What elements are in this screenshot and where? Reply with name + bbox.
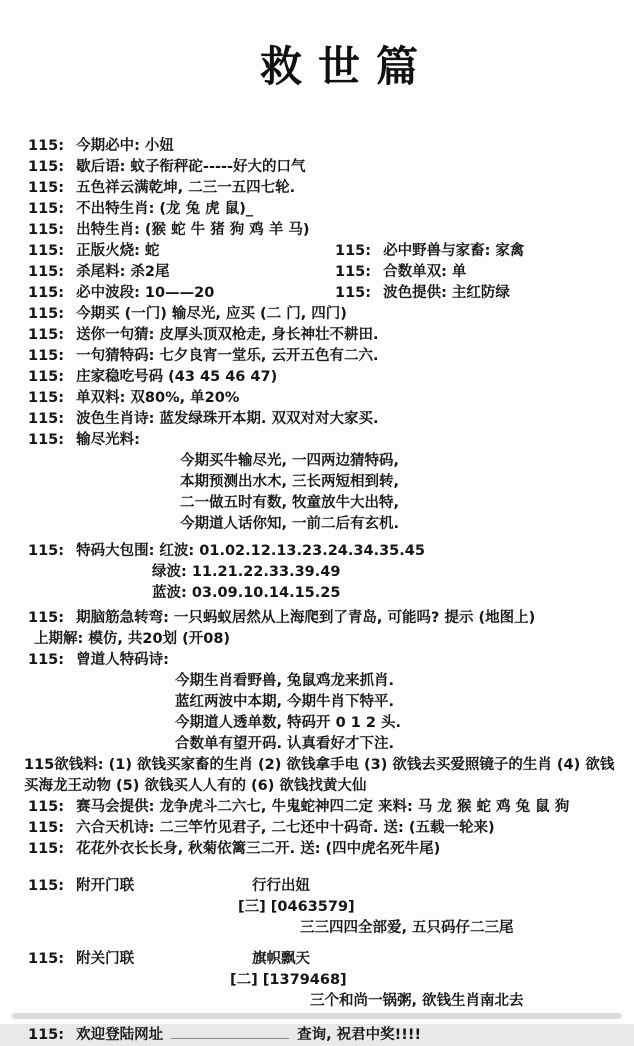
text-line — [0, 178, 634, 199]
line-text: 绿波: 11.21.22.33.39.49 — [152, 564, 341, 580]
line-text: 期脑筋急转弯: 一只蚂蚁居然从上海爬到了青岛, 可能吗? 提示 (地图上) — [76, 610, 536, 626]
line-text: 必中野兽与家畜: 家禽 — [383, 243, 525, 259]
line-text: 今期道人透单数, 特码开 0 1 2 头. — [175, 715, 402, 731]
issue-number: 115: — [28, 411, 65, 427]
two-column-line — [0, 262, 634, 283]
text-line — [0, 818, 634, 839]
line-text: [二] [1379468] — [230, 972, 347, 988]
issue-number: 115: — [28, 306, 65, 322]
line-text: 出特生肖: (猴 蛇 牛 猪 狗 鸡 羊 马) — [76, 222, 310, 238]
line-text: 不出特生肖: (龙 兔 虎 鼠)_ — [76, 201, 254, 217]
line-text: 六合天机诗: 二三竿竹见君子, 二七还中十码奇. 送: (五载一轮来) — [76, 820, 495, 836]
left-column-item — [28, 243, 159, 259]
issue-number: 115: — [28, 390, 65, 406]
couplet-text: 旗帜飘天 — [252, 951, 310, 967]
indented-text-line — [0, 493, 634, 514]
indented-text-line — [0, 897, 634, 918]
right-column-item — [335, 262, 466, 283]
line-text: 波色提供: 主红防绿 — [383, 285, 510, 301]
line-text: 蓝波: 03.09.10.14.15.25 — [152, 585, 341, 601]
text-line — [0, 304, 634, 325]
issue-number: 115: — [28, 243, 65, 259]
line-text: 五色祥云满乾坤, 二三一五四七轮. — [76, 180, 296, 196]
line-text: 三个和尚一锅粥, 欲钱生肖南北去 — [310, 993, 524, 1009]
text-line — [0, 346, 634, 367]
blank-underline — [171, 1024, 289, 1039]
indented-text-line — [0, 583, 634, 604]
line-text: 今期必中: 小妞 — [76, 138, 174, 154]
text-line — [0, 797, 634, 818]
issue-number: 115: — [28, 432, 65, 448]
issue-number: 115: — [335, 243, 372, 259]
line-text: 曾道人特码诗: — [76, 652, 169, 668]
line-text: 歇后语: 蚊子衔秤砣-----好大的口气 — [76, 159, 306, 175]
indented-text-line — [0, 562, 634, 583]
couplet-text: 行行出妞 — [252, 878, 310, 894]
indented-text-line — [0, 472, 634, 493]
text-line — [0, 199, 634, 220]
line-text: 送你一句猜: 皮厚头顶双枪走, 身长神壮不耕田. — [76, 327, 379, 343]
line-text: 必中波段: 10——20 — [76, 285, 215, 301]
right-column-item — [335, 283, 510, 304]
line-text: 特码大包围: 红波: 01.02.12.13.23.24.34.35.45 — [76, 543, 425, 559]
left-column-item — [28, 285, 214, 301]
spacer — [0, 939, 634, 949]
section-label: 附关门联 — [76, 951, 135, 967]
text-line — [0, 608, 634, 629]
issue-number: 115: — [28, 841, 65, 857]
line-text: 三三四四全部爱, 五只码仔二三尾 — [300, 920, 514, 936]
text-line — [0, 650, 634, 671]
text-line — [0, 367, 634, 388]
line-text: 上期解: 模仿, 共20划 (开08) — [34, 631, 231, 647]
issue-number: 115: — [28, 180, 65, 196]
issue-number: 115: — [28, 369, 65, 385]
line-text: 波色生肖诗: 蓝发绿珠开本期. 双双对对大家买. — [76, 411, 379, 427]
line-text: 本期预测出水木, 三长两短相到转, — [180, 474, 400, 490]
scan-edge-artifact — [12, 1013, 622, 1019]
line-text: 今期道人话你知, 一前二后有玄机. — [180, 516, 400, 532]
issue-number: 115: — [28, 951, 65, 967]
indented-text-line — [0, 692, 634, 713]
indented-text-line — [0, 671, 634, 692]
line-text: 合数单有望开码. 认真看好才下注. — [175, 736, 395, 752]
line-text: 杀尾料: 杀2尾 — [76, 264, 170, 280]
line-text: 蓝红两波中本期, 今期牛肖下特平. — [175, 694, 395, 710]
two-column-line — [0, 283, 634, 304]
line-text: 输尽光料: — [76, 432, 140, 448]
issue-number: 115: — [28, 285, 65, 301]
line-text: 正版火烧: 蛇 — [76, 243, 160, 259]
indented-text-line — [0, 514, 634, 535]
line-text: 单双料: 双80%, 单20% — [76, 390, 240, 406]
line-text: 今期生肖看野兽, 兔鼠鸡龙来抓肖. — [175, 673, 395, 689]
indented-text-line — [0, 713, 634, 734]
text-line — [0, 541, 634, 562]
line-text: 花花外衣长长身, 秋菊依篱三二开. 送: (四中虎名死牛尾) — [76, 841, 441, 857]
line-text: 一句猜特码: 七夕良宵一堂乐, 云开五色有二六. — [76, 348, 379, 364]
indented-text-line — [0, 918, 634, 939]
issue-number: 115: — [28, 610, 65, 626]
label-with-centered-text — [0, 949, 634, 970]
line-text: 今期买 (一门) 输尽光, 应买 (二 门, 四门) — [76, 306, 347, 322]
issue-number: 115: — [335, 285, 372, 301]
line-text: 庄家稳吃号码 (43 45 46 47) — [76, 369, 278, 385]
website-footer-line — [0, 1024, 634, 1046]
issue-number: 115: — [28, 1027, 65, 1043]
indented-text-line — [0, 991, 634, 1012]
left-column-item — [28, 264, 170, 280]
line-text: 二一做五时有数, 牧童放牛大出特, — [180, 495, 400, 511]
issue-number: 115: — [28, 264, 65, 280]
issue-number: 115: — [28, 543, 65, 559]
indented-text-line — [0, 451, 634, 472]
text-line — [0, 839, 634, 860]
line-text: 赛马会提供: 龙争虎斗二六七, 牛鬼蛇神四二定 来料: 马 龙 猴 蛇 鸡 兔 鼠 狗 — [76, 799, 570, 815]
section-label: 附开门联 — [76, 878, 135, 894]
two-column-line — [0, 241, 634, 262]
footer-pre-text: 欢迎登陆网址 — [76, 1027, 164, 1043]
issue-number: 115: — [335, 264, 372, 280]
text-line — [0, 388, 634, 409]
issue-number: 115: — [28, 159, 65, 175]
indented-text-line — [0, 970, 634, 991]
text-line — [0, 325, 634, 346]
text-line — [0, 220, 634, 241]
line-text: 今期买牛输尽光, 一四两边猜特码, — [180, 453, 400, 469]
issue-number: 115: — [28, 348, 65, 364]
footer-post-text: 查询, 祝君中奖!!!! — [297, 1027, 422, 1043]
spacer — [0, 860, 634, 876]
line-text: [三] [0463579] — [238, 899, 355, 915]
right-column-item — [335, 241, 524, 262]
issue-number: 115: — [28, 652, 65, 668]
issue-number: 115: — [28, 201, 65, 217]
issue-number: 115: — [28, 327, 65, 343]
line-text: 合数单双: 单 — [383, 264, 467, 280]
document-body — [0, 136, 634, 1046]
indented-text-line — [0, 629, 634, 650]
text-line — [0, 136, 634, 157]
label-with-centered-text — [0, 876, 634, 897]
page-title: 救世篇 — [259, 42, 434, 91]
indented-text-line — [0, 734, 634, 755]
text-line — [0, 409, 634, 430]
issue-number: 115: — [28, 222, 65, 238]
issue-number: 115: — [28, 138, 65, 154]
issue-number: 115: — [28, 820, 65, 836]
text-line-wrapped — [0, 755, 634, 797]
issue-number: 115: — [28, 799, 65, 815]
text-line — [0, 157, 634, 178]
text-line — [0, 430, 634, 451]
line-text: 115欲钱料: (1) 欲钱买家畜的生肖 (2) 欲钱拿手电 (3) 欲钱去买爱照镜子的生肖 (4) 欲钱买海龙王动物 (5) 欲钱买人人有的 (6) 欲钱找黄大仙 — [24, 757, 615, 794]
issue-number: 115: — [28, 878, 65, 894]
